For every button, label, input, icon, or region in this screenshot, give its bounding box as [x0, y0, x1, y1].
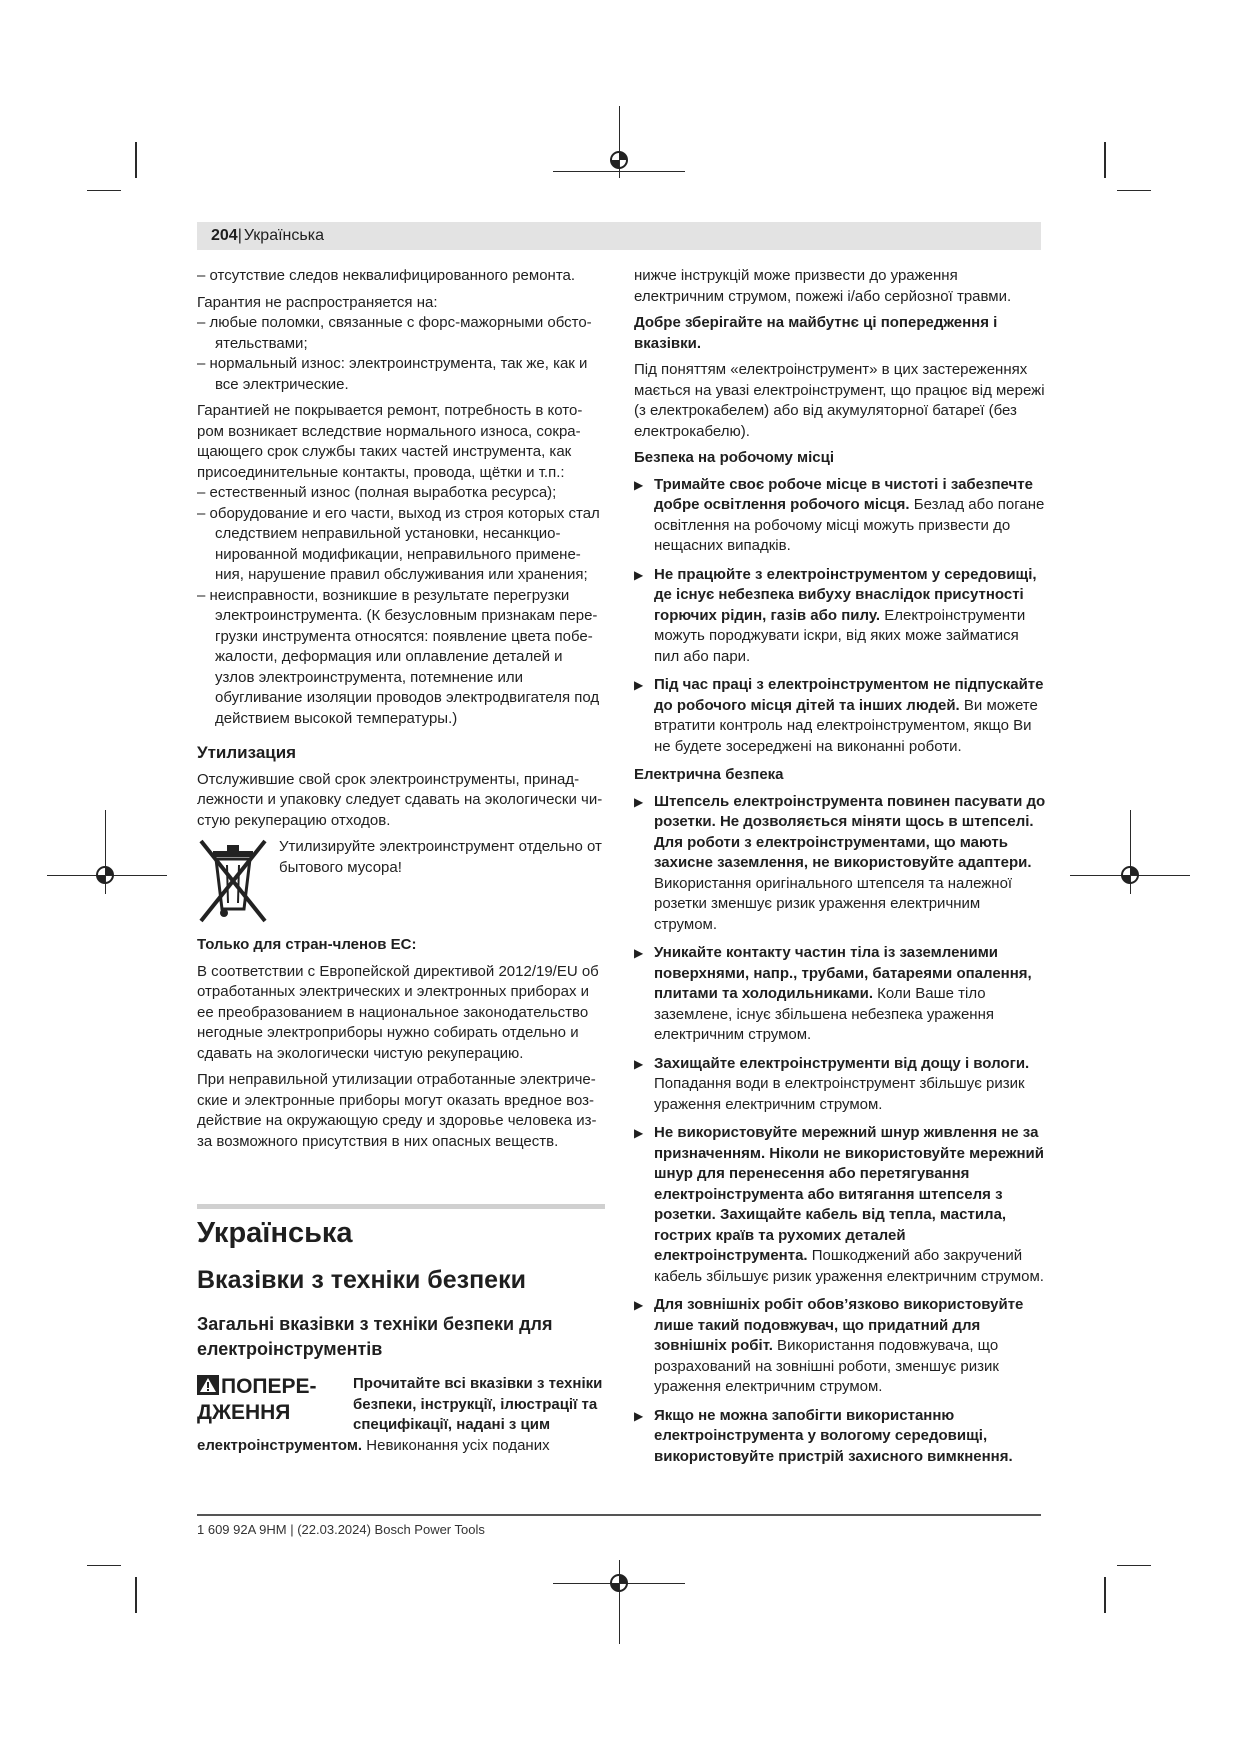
- left-column: [197, 266, 605, 1462]
- section-heading: Утилизация: [197, 743, 297, 762]
- bullet-item: [634, 1295, 1046, 1398]
- section-heading: Только для стран-членов ЕС:: [197, 936, 417, 953]
- bullet-item: [634, 675, 1046, 757]
- paragraph: При неправильной утилизации отработанные электриче-ские и электронные приборы могут оказать вредное воз-действие на окружающую среду и здоровье человека из-за возможного присутствия в них опасных веществ.: [197, 1071, 597, 1150]
- paragraph: Під поняттям «електроінструмент» в цих застереженнях мається на увазі електроінструмент, що працює від мережі (з електрокабелем) або від акумуляторної батареї (без електрокабелю).: [634, 361, 1045, 440]
- triangle-right-icon: ▶: [634, 1126, 644, 1140]
- section-title: Вказівки з техніки безпеки: [197, 1265, 526, 1294]
- paragraph: Гарантией не покрывается ремонт, потребность в кото-ром возникает вследствие нормального износа, сокра-щающего срок службы таких частей инструмента, как присоединительные контакты, провода, щётки и т.п.:: [197, 402, 583, 481]
- bullet-text: Пошкоджений або закручений кабель збільшує ризик ураження електричним струмом.: [654, 1247, 1044, 1285]
- warning-block: [197, 1374, 605, 1436]
- triangle-right-icon: ▶: [634, 1408, 644, 1423]
- warning-cont-bold: електроінструментом.: [197, 1436, 363, 1454]
- bullet-bold: Якщо не можна запобігти використанню електроінструмента у вологому середовищі, використовуйте пристрій захисного вимкнення.: [654, 1406, 1013, 1465]
- bullet-item: [634, 792, 1046, 936]
- crop-mark: [1104, 1577, 1106, 1613]
- triangle-right-icon: ▶: [634, 567, 644, 582]
- triangle-right-icon: ▶: [634, 946, 644, 960]
- bullet-text: Коли Ваше тіло заземлене, існує збільшена небезпека ураження електричним струмом.: [654, 985, 994, 1043]
- work-safety-list: [634, 475, 1046, 758]
- crosshair-icon: [608, 1572, 630, 1594]
- triangle-right-icon: ▶: [634, 477, 644, 492]
- crop-mark: [87, 1565, 121, 1566]
- warning-badge: [197, 1374, 353, 1436]
- triangle-right-icon: ▶: [634, 678, 644, 692]
- crop-mark: [135, 1577, 137, 1613]
- list-item: – нормальный износ: электроинструмента, так же, как и все электрические.: [197, 355, 588, 393]
- bullet-item: [634, 1054, 1046, 1116]
- crop-mark: [1117, 190, 1151, 191]
- bullet-text: Безлад або погане освітлення на робочому місці можуть призвести до нещасних випадків.: [654, 496, 1045, 554]
- bullet-bold: Не працюйте з електроінструментом у середовищі, де існує небезпека вибуху внаслідок присутності горючих рідин, газів або пилу.: [654, 565, 1037, 624]
- bullet-text: Використання подовжувача, що розрахований на зовнішні роботи, зменшує ризик ураження електричним струмом.: [654, 1337, 999, 1395]
- crop-mark: [1117, 1565, 1151, 1566]
- bullet-bold: Під час праці з електроінструментом не підпускайте до робочого місця дітей та інших людей.: [654, 676, 1044, 714]
- bullet-bold: Штепсель електроінструмента повинен пасувати до розетки. Не дозволяється міняти щось в штепселі. Для роботи з електроінструментами, що мають захисне заземлення, не використовуйте адаптери.: [654, 792, 1046, 871]
- list-item: – неисправности, возникшие в результате перегрузки электроинструмента. (К безусловным признакам пере-грузки инструмента относятся: появление цвета побе-жалости, деформация или оплавление деталей и узлов электроинструмента, потемнение или обугливание изоляции проводов электродвигателя под действием высокой температуры.): [197, 586, 600, 727]
- subsection-title: Загальні вказівки з техніки безпеки для електроінструментів: [197, 1314, 553, 1359]
- section-heading: Електрична безпека: [634, 766, 784, 783]
- triangle-right-icon: ▶: [634, 1298, 644, 1312]
- crosshair-icon: [1119, 864, 1141, 886]
- bullet-item: [634, 1123, 1046, 1287]
- bullet-text: Ви можете втратити контроль над електроінструментом, якщо Ви не будете зосереджені на виконанні роботи.: [654, 696, 1038, 755]
- warning-cont: Невиконання усіх поданих: [362, 1436, 550, 1454]
- dash-list: [197, 483, 605, 729]
- paragraph: – отсутствие следов неквалифицированного ремонта.: [197, 267, 576, 284]
- right-column: [634, 266, 1046, 1475]
- crosshair-icon: [608, 149, 630, 171]
- weee-text: Утилизируйте электроинструмент отдельно от бытового мусора!: [279, 838, 602, 876]
- paragraph: Гарантия не распространяется на:: [197, 293, 438, 311]
- footer-rule: [197, 1514, 1041, 1516]
- weee-notice: [197, 837, 605, 925]
- warning-triangle-icon: [197, 1375, 219, 1395]
- crosshair-icon: [94, 864, 116, 886]
- bullet-bold: Для зовнішніх робіт обов’язково використовуйте лише такий подовжувач, що придатний для зовнішніх робіт.: [654, 1296, 1024, 1354]
- bullet-bold: Не використовуйте мережний шнур живлення не за призначенням. Ніколи не використовуйте мережний шнур для перенесення або перетягування електроінструмента або витягання штепселя з розетки. Захищайте кабель від тепла, мастила, гострих країв та рухомих деталей електроінструмента.: [654, 1124, 1044, 1264]
- crop-mark: [87, 190, 121, 191]
- list-item: – любые поломки, связанные с форс-мажорными обсто-ятельствами;: [197, 314, 592, 352]
- paragraph: Добре зберігайте на майбутнє ці попередження і вказівки.: [634, 314, 998, 352]
- bullet-text: Попадання води в електроінструмент збільшує ризик ураження електричним струмом.: [654, 1075, 1025, 1113]
- paragraph: Отслужившие свой срок электроинструменты, принад-лежности и упаковку следует сдавать на экологически чи-стую рекуперацию отходов.: [197, 770, 603, 829]
- bullet-bold: Тримайте своє робоче місце в чистоті і забезпечте добре освітлення робочого місця.: [654, 475, 1033, 513]
- paragraph: В соответствии с Европейской директивой 2012/19/EU об отработанных электрических и электронных приборах и ее преобразованием в национальное законодательство негодные электроприборы нужно собирать отдельно и сдавать на экологически чистую рекуперацию.: [197, 962, 599, 1062]
- warning-label: ПОПЕРЕ-ДЖЕННЯ: [197, 1375, 317, 1424]
- section-divider: [197, 1204, 605, 1209]
- warning-text: Прочитайте всі вказівки з техніки безпеки, інструкції, ілюстрації та специфікації, надані з цим: [353, 1375, 603, 1433]
- crop-mark: [135, 142, 137, 178]
- bullet-bold: Уникайте контакту частин тіла із заземленими поверхнями, напр., трубами, батареями опалення, плитами та холодильниками.: [654, 944, 1032, 1002]
- paragraph: нижче інструкцій може призвести до ураження електричним струмом, пожежі і/або серйозної травми.: [634, 267, 1012, 305]
- footer-text: 1 609 92A 9HM | (22.03.2024) Bosch Power Tools: [197, 1522, 485, 1537]
- dash-list: [197, 313, 605, 395]
- bullet-item: [634, 565, 1046, 668]
- triangle-right-icon: ▶: [634, 1056, 644, 1071]
- paragraph: [197, 1436, 605, 1457]
- page-header: 204| Українська: [197, 222, 1041, 250]
- language-title: Українська: [197, 1217, 353, 1249]
- header-language: Українська: [243, 227, 324, 244]
- bullet-text: Електроінструменти можуть породжувати іскри, від яких може займатися пил або пари.: [654, 606, 1026, 665]
- bullet-item: [634, 1406, 1046, 1468]
- electrical-safety-list: [634, 792, 1046, 1468]
- section-heading: Безпека на робочому місці: [634, 449, 835, 466]
- bullet-item: [634, 943, 1046, 1046]
- bullet-text: Використання оригінального штепселя та належної розетки зменшує ризик ураження електричним струмом.: [654, 874, 1013, 933]
- bullet-item: [634, 475, 1046, 557]
- bullet-bold: Захищайте електроінструменти від дощу і вологи.: [654, 1054, 1030, 1072]
- list-item: – оборудование и его части, выход из строя которых стал следствием неправильной установки, несанкцио-нированной модификации, неправильного примене-ния, нарушение правил обслуживания или хранения;: [197, 504, 600, 583]
- crossed-bin-icon: [197, 837, 269, 925]
- list-item: – естественный износ (полная выработка ресурса);: [197, 484, 557, 501]
- page-number: 204: [211, 227, 238, 244]
- triangle-right-icon: ▶: [634, 794, 644, 809]
- crop-mark: [1104, 142, 1106, 178]
